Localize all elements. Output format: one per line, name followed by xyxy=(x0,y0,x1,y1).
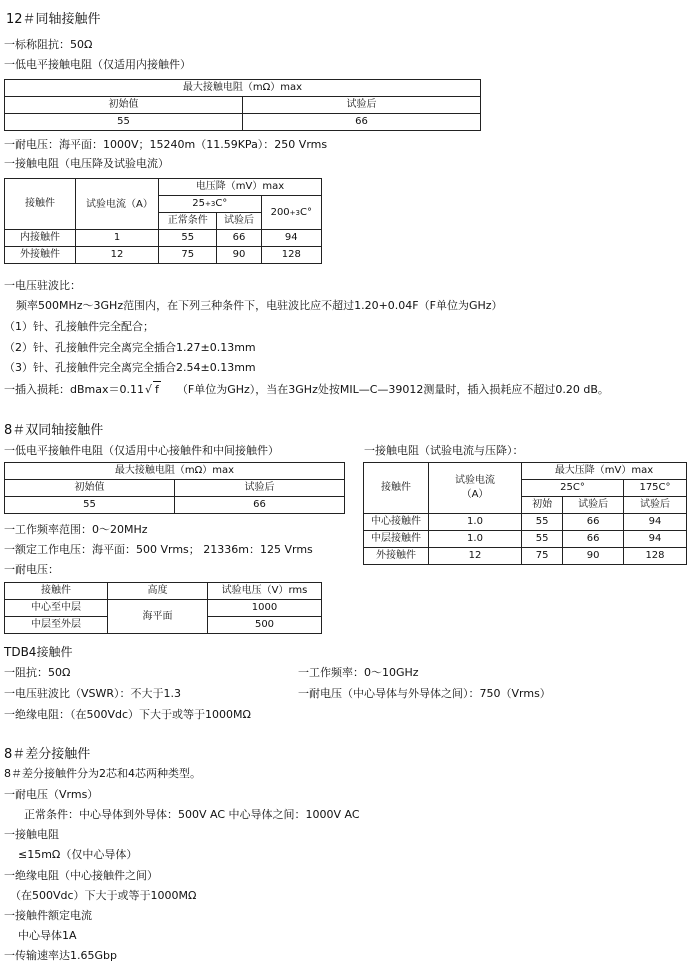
cur-label: 试验电流 xyxy=(455,475,495,486)
table-cell: 55 xyxy=(522,514,563,531)
s12-low-res: 一低电平接触电阻（仅适用内接触件） xyxy=(4,58,191,71)
table-cell: 66 xyxy=(217,230,261,247)
table-cell: 128 xyxy=(261,247,321,264)
section-8-diff-title: 8＃差分接触件 xyxy=(4,747,91,762)
table-cell: 1.0 xyxy=(429,531,522,548)
table-cell: 94 xyxy=(623,514,686,531)
table-cell: 内接触件 xyxy=(5,230,76,247)
table-cell: 55 xyxy=(5,497,175,514)
table-cell: 海平面 xyxy=(108,600,208,634)
table-header: 175C° xyxy=(623,480,686,497)
tdb-withstand-voltage: 一耐电压（中心导体与外导体之间）：750（Vrms） xyxy=(298,687,551,700)
s12-cond-3: （3）针、孔接触件完全离完全插合2.54±0.13mm xyxy=(4,361,256,374)
table-cell: 外接触件 xyxy=(5,247,76,264)
table-header: 试验后 xyxy=(563,497,624,514)
table-header: 试验后 xyxy=(217,213,261,230)
table-row xyxy=(5,600,322,617)
diff-contact-res-detail: ≤15mΩ（仅中心导体） xyxy=(18,848,138,861)
table-cell: 66 xyxy=(175,497,345,514)
s8-voltage-drop-table xyxy=(363,462,687,565)
table-header xyxy=(261,196,321,230)
s8-rated-voltage: 一额定工作电压：海平面：500 Vrms； 21336m：125 Vrms xyxy=(4,543,313,556)
table-cell: 外接触件 xyxy=(364,548,429,565)
s8-contact-res: 一接触电阻（试验电流与压降）： xyxy=(364,444,524,457)
temp-tolerance: +3 xyxy=(204,200,216,208)
table-cell: 66 xyxy=(563,531,624,548)
table-cell: 128 xyxy=(623,548,686,565)
table-cell: 90 xyxy=(217,247,261,264)
section-8-dual-title: 8＃双同轴接触件 xyxy=(4,423,104,438)
table-row xyxy=(5,230,322,247)
table-cell: 试验后 xyxy=(243,97,481,114)
cur-unit: （A） xyxy=(461,489,489,500)
diff-insulation: 一绝缘电阻（中心接触件之间） xyxy=(4,869,158,882)
table-cell: 中层接触件 xyxy=(364,531,429,548)
table-header: 高度 xyxy=(108,583,208,600)
table-cell: 94 xyxy=(261,230,321,247)
table-cell: 75 xyxy=(522,548,563,565)
s8-withstand-voltage: 一耐电压： xyxy=(4,563,59,576)
table-cell: 中心至中层 xyxy=(5,600,108,617)
table-row xyxy=(5,247,322,264)
il-formula: 一插入损耗：dBmax＝0.11 xyxy=(4,383,144,396)
table-cell: 试验后 xyxy=(175,480,345,497)
table-header: 接触件 xyxy=(5,583,108,600)
s12-cond-1: （1）针、孔接触件完全配合； xyxy=(4,320,154,333)
diff-rated-current-detail: 中心导体1A xyxy=(18,929,77,942)
s12-voltage-drop-table xyxy=(4,178,322,264)
table-header: 最大接触电阻（mΩ）max xyxy=(5,463,345,480)
table-header: 接触件 xyxy=(5,179,76,230)
table-cell: 中层至外层 xyxy=(5,617,108,634)
table-cell: 75 xyxy=(159,247,217,264)
temp-tolerance: +3 xyxy=(289,208,300,217)
tdb-vswr: 一电压驻波比（VSWR）：不大于1.3 xyxy=(4,687,182,700)
table-cell: 66 xyxy=(563,514,624,531)
table-header: 最大接触电阻（mΩ）max xyxy=(5,80,481,97)
table-header: 电压降（mV）max xyxy=(159,179,322,196)
temp-unit: C° xyxy=(300,206,312,218)
table-cell: 中心接触件 xyxy=(364,514,429,531)
table-cell: 90 xyxy=(563,548,624,565)
il-sqrt-term: f xyxy=(155,383,159,396)
s8-resistance-table xyxy=(4,462,345,514)
table-header: 试验电流（A） xyxy=(76,179,159,230)
table-header: 初始 xyxy=(522,497,563,514)
il-note: （F单位为GHz），当在3GHz处按MIL—C—39012测量时，插入损耗应不超过0.20 dB。 xyxy=(176,383,609,396)
table-header xyxy=(429,463,522,514)
table-header: 正常条件 xyxy=(159,213,217,230)
s8-freq-range: 一工作频率范围：0～20MHz xyxy=(4,523,148,536)
s8-low-res: 一低电平接触件电阻（仅适用中心接触件和中间接触件） xyxy=(4,444,279,457)
s12-vswr: 一电压驻波比： xyxy=(4,279,81,292)
table-cell: 1 xyxy=(76,230,159,247)
s12-impedance: 一标称阻抗：50Ω xyxy=(4,38,93,51)
tdb-frequency: 一工作频率：0～10GHz xyxy=(298,666,419,679)
table-header xyxy=(159,196,262,213)
temp-unit: C° xyxy=(215,198,228,209)
diff-voltage-detail: 正常条件：中心导体到外导体：500V AC 中心导体之间：1000V AC xyxy=(24,808,360,821)
temp-label: 200 xyxy=(270,206,290,218)
diff-contact-res: 一接触电阻 xyxy=(4,828,59,841)
section-tdb4-title: TDB4接触件 xyxy=(4,645,73,659)
table-header: 试验后 xyxy=(623,497,686,514)
table-cell: 94 xyxy=(623,531,686,548)
table-header: 试验电压（V）rms xyxy=(208,583,322,600)
s12-cond-2: （2）针、孔接触件完全离完全插合1.27±0.13mm xyxy=(4,341,256,354)
tdb-impedance: 一阻抗：50Ω xyxy=(4,666,71,679)
table-header: 25C° xyxy=(522,480,624,497)
table-cell: 500 xyxy=(208,617,322,634)
table-header: 最大压降（mV）max xyxy=(522,463,687,480)
tdb-insulation: 一绝缘电阻：（在500Vdc）下大于或等于1000MΩ xyxy=(4,708,251,721)
table-row xyxy=(364,514,687,531)
table-cell: 66 xyxy=(243,114,481,131)
table-cell: 55 xyxy=(522,531,563,548)
diff-desc: 8＃差分接触件分为2芯和4芯两种类型。 xyxy=(4,767,201,780)
table-cell: 1000 xyxy=(208,600,322,617)
temp-label: 25 xyxy=(192,198,205,209)
table-cell: 55 xyxy=(159,230,217,247)
table-cell: 12 xyxy=(429,548,522,565)
diff-withstand-voltage: 一耐电压（Vrms） xyxy=(4,788,99,801)
table-cell: 1.0 xyxy=(429,514,522,531)
table-row xyxy=(364,531,687,548)
s12-insertion-loss: 一插入损耗：dBmax＝0.11√ f （F单位为GHz），当在3GHz处按MIL—C—39012测量时，插入损耗应不超过0.20 dB。 xyxy=(4,383,609,396)
s12-resistance-table xyxy=(4,79,481,131)
diff-insulation-detail: （在500Vdc）下大于或等于1000MΩ xyxy=(10,889,197,902)
table-cell: 初始值 xyxy=(5,480,175,497)
diff-transmission-rate: 一传输速率达1.65Gbp xyxy=(4,949,117,962)
s12-withstand-voltage: 一耐电压：海平面：1000V；15240m（11.59KPa）：250 Vrms xyxy=(4,138,328,151)
s12-contact-res: 一接触电阻（电压降及试验电流） xyxy=(4,157,169,170)
table-cell: 55 xyxy=(5,114,243,131)
table-cell: 12 xyxy=(76,247,159,264)
table-header: 接触件 xyxy=(364,463,429,514)
s8-voltage-table xyxy=(4,582,322,634)
table-row xyxy=(364,548,687,565)
diff-rated-current: 一接触件额定电流 xyxy=(4,909,92,922)
section-12-title: 12＃同轴接触件 xyxy=(6,12,101,27)
table-cell: 初始值 xyxy=(5,97,243,114)
s12-vswr-desc: 频率500MHz～3GHz范围内，在下列三种条件下，电驻波比应不超过1.20+0.04F（F单位为GHz） xyxy=(16,299,503,312)
